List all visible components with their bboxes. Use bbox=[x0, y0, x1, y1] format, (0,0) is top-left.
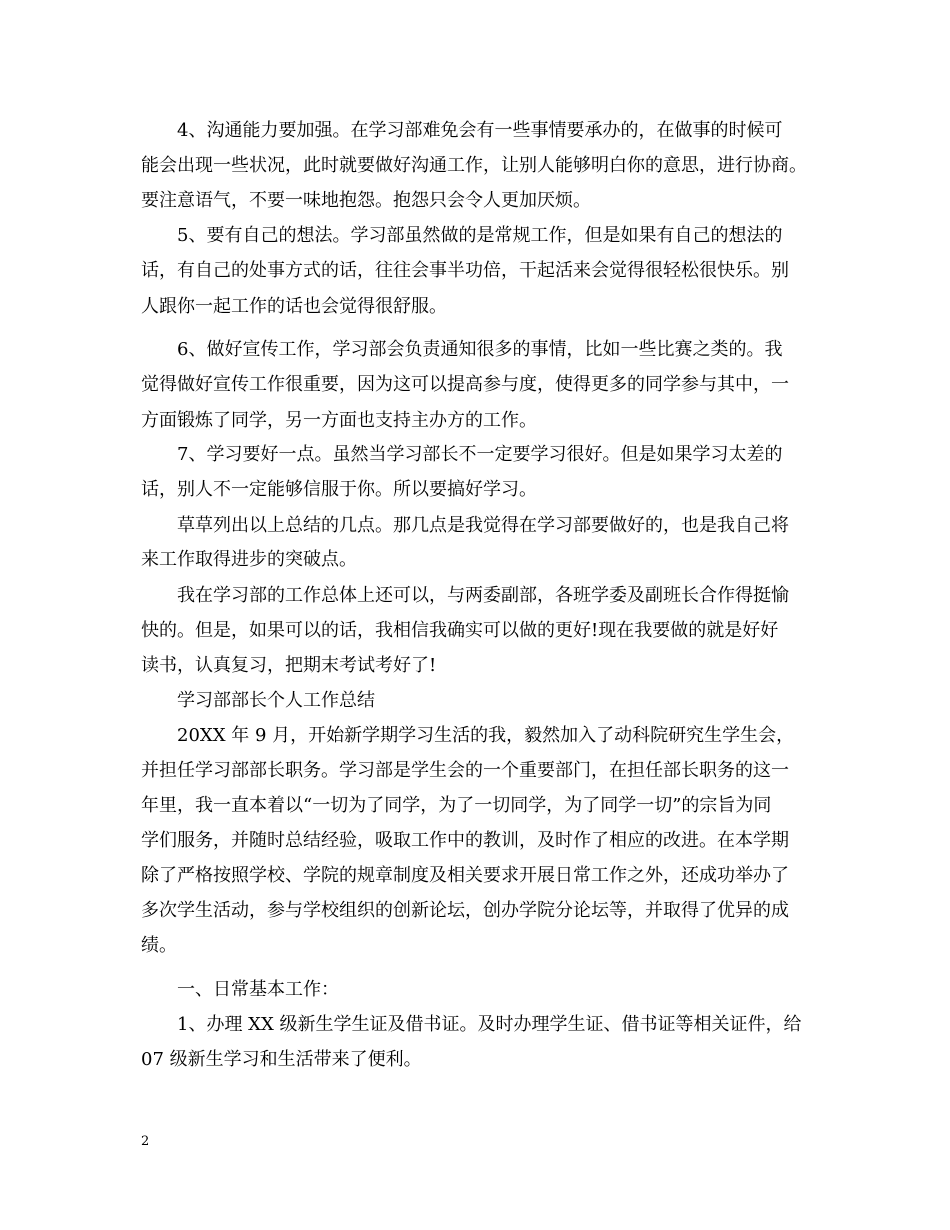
paragraph-line: 草草列出以上总结的几点。那几点是我觉得在学习部要做好的，也是我自己将 bbox=[177, 515, 789, 536]
paragraph-line: 年里，我一直本着以“一切为了同学，为了一切同学，为了同学一切”的宗旨为同 bbox=[141, 795, 772, 816]
paragraph-line: 话，有自己的处事方式的话，往往会事半功倍，干起活来会觉得很轻松很快乐。别 bbox=[141, 260, 789, 281]
paragraph-line: 话，别人不一定能够信服于你。所以要搞好学习。 bbox=[141, 479, 537, 500]
paragraph-line: 读书，认真复习，把期末考试考好了! bbox=[141, 655, 437, 676]
paragraph-line: 6、做好宣传工作，学习部会负责通知很多的事情，比如一些比赛之类的。我 bbox=[177, 339, 783, 360]
paragraph-line: 方面锻炼了同学，另一方面也支持主办方的工作。 bbox=[141, 410, 537, 431]
section-title: 学习部部长个人工作总结 bbox=[177, 690, 375, 711]
paragraph-line: 4、沟通能力要加强。在学习部难免会有一些事情要承办的，在做事的时候可 bbox=[177, 120, 783, 141]
paragraph-line: 能会出现一些状况，此时就要做好沟通工作，让别人能够明白你的意思，进行协商。 bbox=[141, 155, 807, 176]
paragraph-line: 07 级新生学习和生活带来了便利。 bbox=[141, 1049, 422, 1070]
paragraph-line: 快的。但是，如果可以的话，我相信我确实可以做的更好!现在我要做的就是好好 bbox=[141, 620, 779, 641]
paragraph-line: 人跟你一起工作的话也会觉得很舒服。 bbox=[141, 296, 447, 317]
paragraph-line: 要注意语气，不要一味地抱怨。抱怨只会令人更加厌烦。 bbox=[141, 190, 591, 211]
subheading: 一、日常基本工作： bbox=[177, 979, 339, 1000]
paragraph-line: 来工作取得进步的突破点。 bbox=[141, 549, 357, 570]
paragraph-line: 1、办理 XX 级新生学生证及借书证。及时办理学生证、借书证等相关证件，给 bbox=[177, 1014, 802, 1035]
paragraph-line: 觉得做好宣传工作很重要，因为这可以提高参与度，使得更多的同学参与其中，一 bbox=[141, 374, 789, 395]
page-number: 2 bbox=[141, 1134, 150, 1149]
paragraph-line: 除了严格按照学校、学院的规章制度及相关要求开展日常工作之外，还成功举办了 bbox=[141, 865, 789, 886]
paragraph-line: 学们服务，并随时总结经验，吸取工作中的教训，及时作了相应的改进。在本学期 bbox=[141, 830, 789, 851]
paragraph-line: 绩。 bbox=[141, 935, 177, 956]
paragraph-line: 我在学习部的工作总体上还可以，与两委副部，各班学委及副班长合作得挺愉 bbox=[177, 585, 789, 606]
paragraph-line: 5、要有自己的想法。学习部虽然做的是常规工作，但是如果有自己的想法的 bbox=[177, 225, 783, 246]
paragraph-line: 7、学习要好一点。虽然当学习部长不一定要学习很好。但是如果学习太差的 bbox=[177, 444, 783, 465]
paragraph-line: 并担任学习部部长职务。学习部是学生会的一个重要部门，在担任部长职务的这一 bbox=[141, 760, 789, 781]
paragraph-line: 20XX 年 9 月，开始新学期学习生活的我，毅然加入了动科院研究生学生会， bbox=[177, 725, 795, 746]
paragraph-line: 多次学生活动，参与学校组织的创新论坛，创办学院分论坛等，并取得了优异的成 bbox=[141, 900, 789, 921]
